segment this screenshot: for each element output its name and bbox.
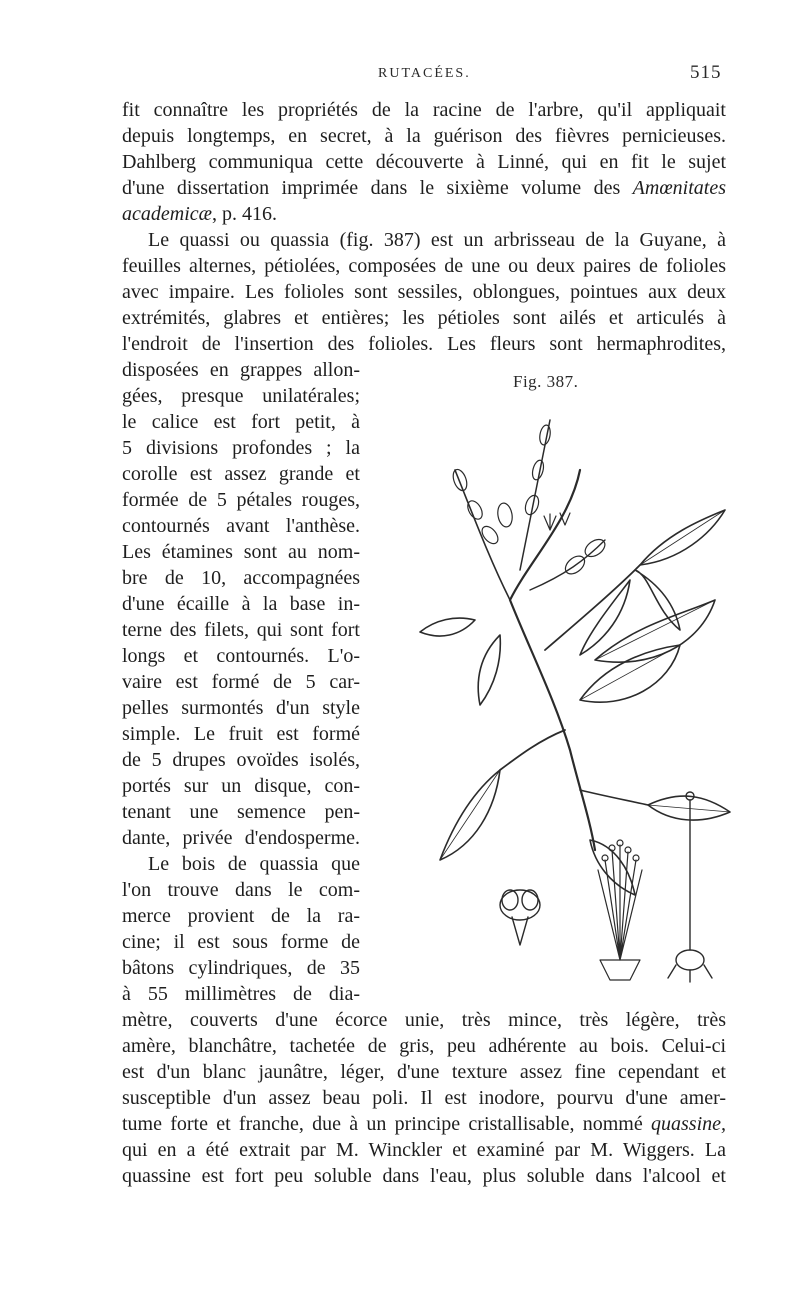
text-line: extrémités, glabres et entières; les pétioles sont ailés et articulés à xyxy=(122,307,726,329)
text-line: gées, presque unilatérales; xyxy=(122,385,360,407)
text-segment: , p. 416. xyxy=(211,203,277,225)
text-line xyxy=(122,175,726,201)
figure-caption: Fig. 387. xyxy=(513,372,579,391)
text-line: longs et contournés. L'o- xyxy=(122,645,360,667)
text-line: bre de 10, accompagnées xyxy=(122,567,360,589)
running-head: RUTACÉES. xyxy=(378,66,471,81)
text-line: quassine est fort peu soluble dans l'eau, plus soluble dans l'alcool et xyxy=(122,1165,726,1187)
text-segment: d'une dissertation imprimée dans le sixième volume des xyxy=(122,177,633,199)
text-line: vaire est formé de 5 car- xyxy=(122,671,360,693)
text-line: susceptible d'un assez beau poli. Il est inodore, pourvu d'une amer- xyxy=(122,1087,726,1109)
text-line: l'on trouve dans le com- xyxy=(122,879,360,901)
text-line: portés sur un disque, con- xyxy=(122,775,360,797)
text-line: Dahlberg communiqua cette découverte à Linné, qui en fit le sujet xyxy=(122,151,726,173)
text-line: Les étamines sont au nom- xyxy=(122,541,360,563)
flower-detail xyxy=(500,890,540,945)
pistil-detail xyxy=(668,792,712,982)
text-line: feuilles alternes, pétiolées, composées de une ou deux paires de folioles xyxy=(122,255,726,277)
text-line: le calice est fort petit, à xyxy=(122,411,360,433)
text-line: est d'un blanc jaunâtre, léger, d'une texture assez fine cependant et xyxy=(122,1061,726,1083)
page-number: 515 xyxy=(690,62,722,83)
text-line: merce provient de la ra- xyxy=(122,905,360,927)
leaflet xyxy=(580,600,715,702)
text-line: cine; il est sous forme de xyxy=(122,931,360,953)
text-line: de 5 drupes ovoïdes isolés, xyxy=(122,749,360,771)
text-line: simple. Le fruit est formé xyxy=(122,723,360,745)
compound-leaf xyxy=(580,510,725,655)
text-line: formée de 5 pétales rouges, xyxy=(122,489,360,511)
text-line xyxy=(122,201,726,227)
text-segment: tume forte et franche, due à un principe cristallisable, nommé xyxy=(122,1113,651,1135)
stamens-detail xyxy=(598,840,642,980)
petiole xyxy=(500,730,565,770)
text-line: avec impaire. Les folioles sont sessiles, oblongues, pointues aux deux xyxy=(122,281,726,303)
text-line: 5 divisions profondes ; la xyxy=(122,437,360,459)
text-line: dante, privée d'endosperme. xyxy=(122,827,360,849)
quassia-botanical-illustration xyxy=(380,400,740,1000)
italic-title: academicæ xyxy=(122,203,212,225)
text-line xyxy=(122,1111,726,1137)
text-line: contournés avant l'anthèse. xyxy=(122,515,360,537)
paragraph-start: Le bois de quassia que xyxy=(148,853,360,875)
text-line: terne des filets, qui sont fort xyxy=(122,619,360,641)
flower-cluster xyxy=(451,424,608,577)
main-stem xyxy=(510,470,595,850)
text-line: corolle est assez grande et xyxy=(122,463,360,485)
text-line: disposées en grappes allon- xyxy=(122,359,360,381)
text-line: mètre, couverts d'une écorce unie, très mince, très légère, très xyxy=(122,1009,726,1031)
text-line: fit connaître les propriétés de la racine de l'arbre, qu'il appliquait xyxy=(122,99,726,121)
text-line: bâtons cylindriques, de 35 xyxy=(122,957,360,979)
paragraph-start: Le quassi ou quassia (fig. 387) est un arbrisseau de la Guyane, à xyxy=(148,229,726,251)
text-line: à 55 millimètres de dia- xyxy=(122,983,360,1005)
text-line: pelles surmontés d'un style xyxy=(122,697,360,719)
text-line: d'une écaille à la base in- xyxy=(122,593,360,615)
raceme xyxy=(530,540,605,590)
text-line: amère, blanchâtre, tachetée de gris, peu adhérente au bois. Celui-ci xyxy=(122,1035,726,1057)
text-line: depuis longtemps, en secret, à la guérison des fièvres pernicieuses. xyxy=(122,125,726,147)
leaflet xyxy=(420,618,500,860)
italic-title: Amœnitates xyxy=(632,177,726,199)
text-line: tenant une semence pen- xyxy=(122,801,360,823)
text-line: qui en a été extrait par M. Winckler et examiné par M. Wiggers. La xyxy=(122,1139,726,1161)
petiole xyxy=(580,790,648,805)
text-line: l'endroit de l'insertion des folioles. Les fleurs sont hermaphrodites, xyxy=(122,333,726,355)
italic-term: quassine, xyxy=(651,1113,726,1135)
